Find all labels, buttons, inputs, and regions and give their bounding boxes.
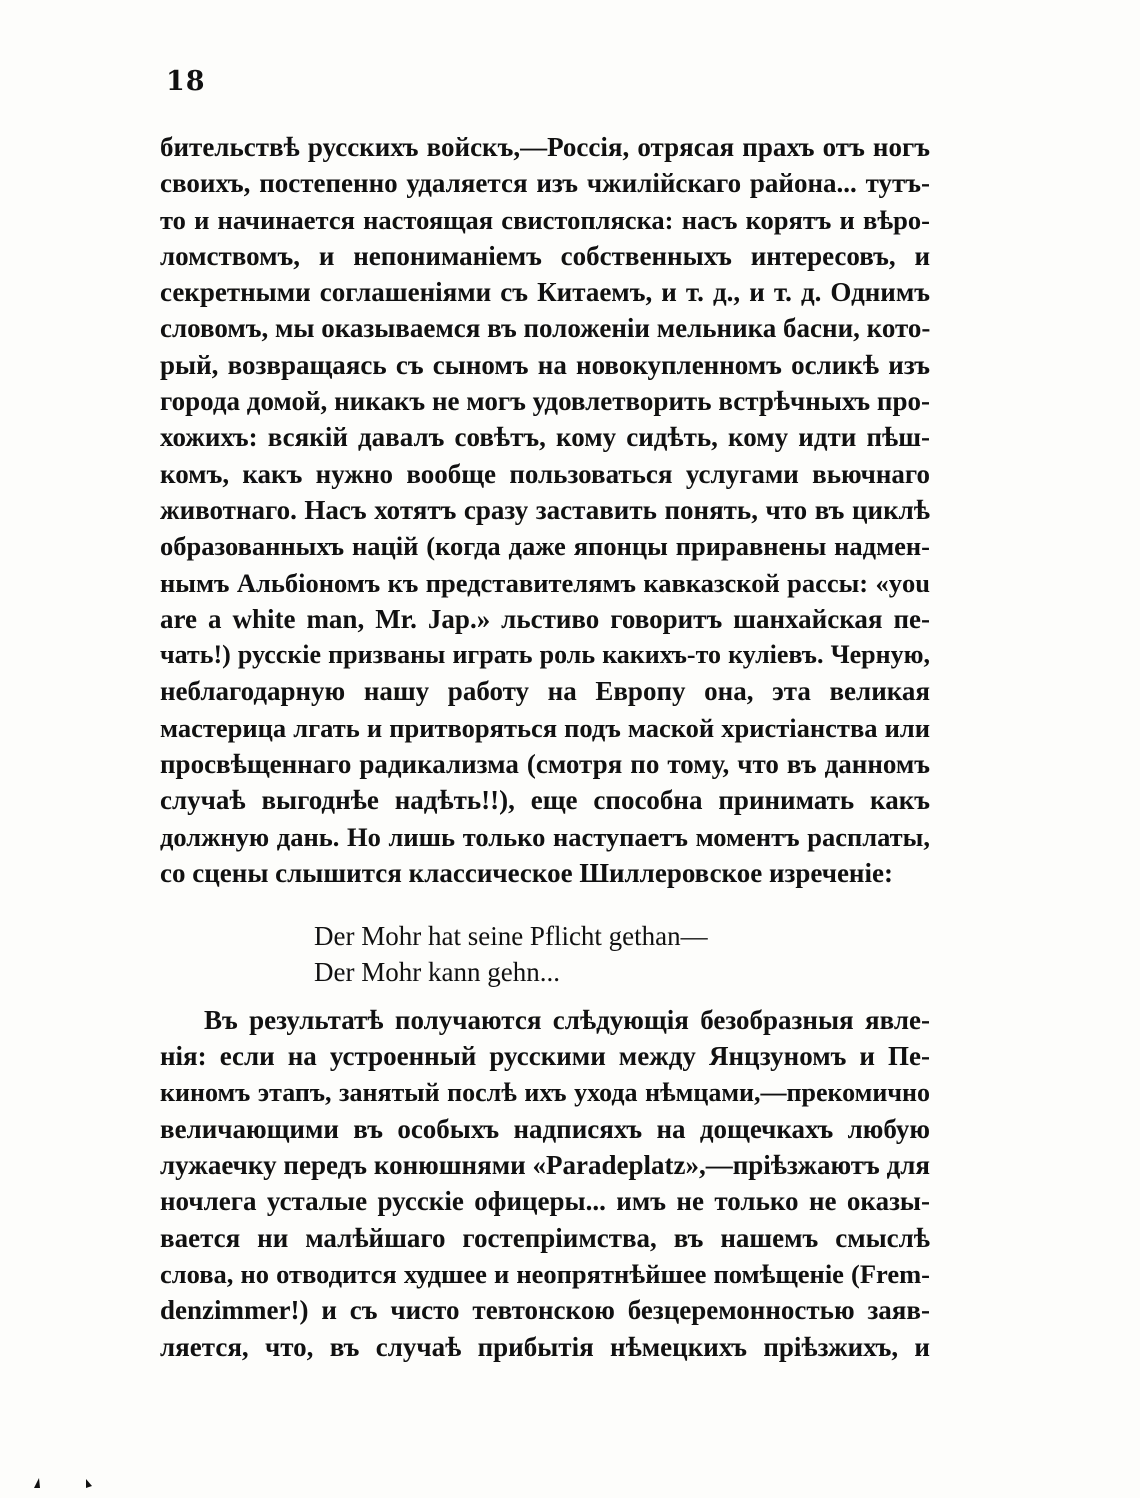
text-line: образованныхъ націй (когда даже японцы приравнены надмен- <box>160 531 930 562</box>
text-line: нія: если на устроенный русскими между Янцзуномъ и Пе- <box>160 1041 930 1072</box>
text-line: Въ результатѣ получаются слѣдующія безобразныя явле- <box>204 1005 930 1035</box>
verse-line: Der Mohr hat seine Pflicht gethan— <box>314 921 708 951</box>
text-line: вается ни малѣйшаго гостепріимства, въ нашемъ смыслѣ <box>160 1222 930 1253</box>
text-line: рый, возвращаясь съ сыномъ на новокупленномъ осликѣ изъ <box>160 349 930 380</box>
text-line: со сцены слышится классическое Шиллеровское изреченіе: <box>160 857 893 888</box>
text-line: хожихъ: всякій давалъ совѣтъ, кому сидѣть, кому идти пѣш- <box>160 422 930 453</box>
text-line: лужаечку передъ конюшнями «Paradeplatz»,—пріѣзжаютъ для <box>160 1150 930 1181</box>
text-line: нымъ Альбіономъ къ представителямъ кавказской рассы: «you <box>160 567 930 598</box>
text-line: секретными соглашеніями съ Китаемъ, и т. д., и т. д. Однимъ <box>160 277 930 308</box>
scan-mark-icon <box>30 1474 110 1494</box>
text-line: города домой, никакъ не могъ удовлетворить встрѣчныхъ про- <box>160 386 930 417</box>
text-line: ляется, что, въ случаѣ прибытія нѣмецкихъ пріѣзжихъ, и <box>160 1331 930 1362</box>
text-line: бительствѣ русскихъ войскъ,—Россія, отрясая прахъ отъ ногъ <box>160 132 930 162</box>
text-line: случаѣ выгоднѣе надѣть!!), еще способна принимать какъ <box>160 785 930 816</box>
text-line: своихъ, постепенно удаляется изъ чжилійскаго района... тутъ- <box>160 168 930 199</box>
text-line: то и начинается настоящая свистопляска: насъ корятъ и вѣро- <box>160 204 930 235</box>
text-line: are a white man, Mr. Jap.» льстиво говоритъ шанхайская пе- <box>160 603 930 634</box>
text-line: ночлега усталые русскіе офицеры... имъ не только не оказы- <box>160 1186 930 1217</box>
text-line: denzimmer!) и съ чисто тевтонскою безцеремонностью заяв- <box>160 1295 930 1326</box>
text-line: просвѣщеннаго радикализма (смотря по тому, что въ данномъ <box>160 749 930 780</box>
verse-quote <box>314 918 834 990</box>
text-line: киномъ этапъ, занятый послѣ ихъ ухода нѣмцами,—прекомично <box>160 1077 930 1107</box>
text-line: величающими въ особыхъ надписяхъ на дощечкахъ любую <box>160 1113 930 1144</box>
paragraph-1 <box>160 129 930 891</box>
text-line: ломствомъ, и непониманіемъ собственныхъ интересовъ, и <box>160 240 930 271</box>
text-line: слова, но отводится худшее и неопрятнѣйшее помѣщеніе (Frem- <box>160 1259 930 1290</box>
text-line: комъ, какъ нужно вообще пользоваться услугами вьючнаго <box>160 458 930 489</box>
paragraph-2 <box>160 1002 930 1365</box>
text-line: животнаго. Насъ хотятъ сразу заставить понять, что въ циклѣ <box>160 494 930 525</box>
text-line: словомъ, мы оказываемся въ положеніи мельника басни, кото- <box>160 313 930 344</box>
text-line: неблагодарную нашу работу на Европу она, эта великая <box>160 676 930 707</box>
text-line: чать!) русскіе призваны играть роль какихъ-то кулiевъ. Черную, <box>160 640 930 670</box>
verse-line: Der Mohr kann gehn... <box>314 957 560 987</box>
text-line: мастерица лгать и притворяться подъ маской христіанства или <box>160 712 930 743</box>
page-number: 18 <box>166 66 206 97</box>
text-line: должную дань. Но лишь только наступаетъ моментъ расплаты, <box>160 821 930 852</box>
